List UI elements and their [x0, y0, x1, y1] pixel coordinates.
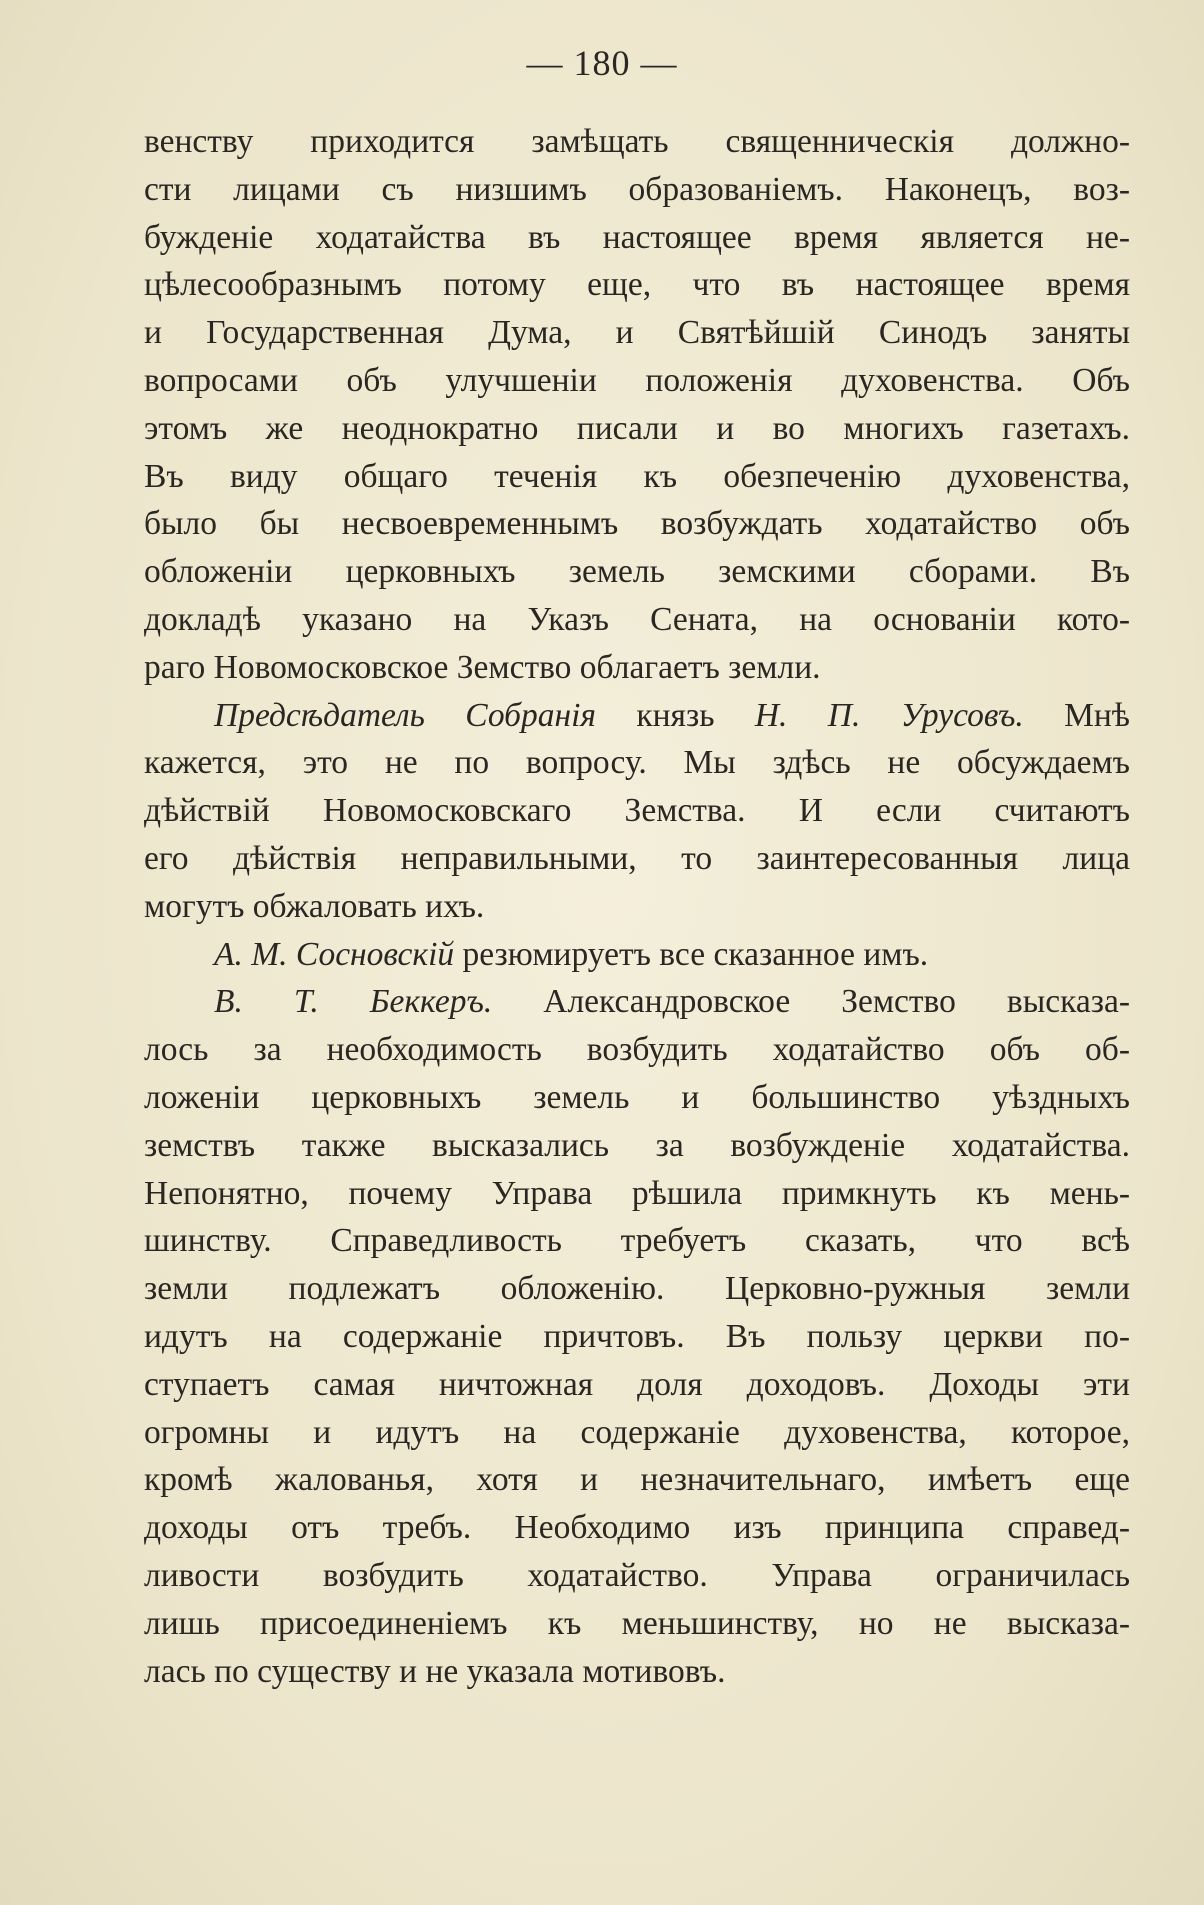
- text-line: [144, 500, 1130, 548]
- text-line: [144, 1170, 1130, 1218]
- text-segment: ливости возбудить ходатайство. Управа ограничилась: [144, 1556, 1130, 1594]
- text-segment: докладѣ указано на Указъ Сената, на основаніи кото-: [144, 600, 1130, 638]
- speaker-name: Н. П. Урусовъ.: [754, 696, 1024, 734]
- text-segment: бужденіе ходатайства въ настоящее время является не-: [144, 218, 1130, 256]
- body-text: [144, 118, 1130, 1695]
- speaker-name: В. Т. Беккеръ.: [214, 983, 493, 1021]
- text-segment: ступаетъ самая ничтожная доля доходовъ. Доходы эти: [144, 1365, 1130, 1403]
- text-line: [144, 978, 1130, 1026]
- text-segment: огромны и идутъ на содержаніе духовенства, которое,: [144, 1413, 1130, 1451]
- text-segment: Александровское Земство высказа-: [492, 983, 1130, 1021]
- text-line: [144, 1648, 1130, 1696]
- text-line: [144, 1600, 1130, 1648]
- text-line: [144, 118, 1130, 166]
- text-segment: резюмируетъ все сказанное имъ.: [454, 935, 929, 973]
- text-segment: венству приходится замѣщать священническія должно-: [144, 123, 1130, 160]
- text-segment: Въ виду общаго теченія къ обезпеченію духовенства,: [144, 457, 1130, 495]
- text-line: [144, 835, 1130, 883]
- text-segment: кажется, это не по вопросу. Мы здѣсь не обсуждаемъ: [144, 744, 1130, 782]
- text-line: [144, 692, 1130, 740]
- text-line: [144, 214, 1130, 262]
- text-segment: этомъ же неоднократно писали и во многихъ газетахъ.: [144, 409, 1130, 447]
- text-segment: ложеніи церковныхъ земель и большинство уѣздныхъ: [144, 1078, 1130, 1116]
- text-segment: Мнѣ: [1023, 696, 1130, 734]
- text-line: [144, 1504, 1130, 1552]
- text-line: [144, 1552, 1130, 1600]
- text-segment: земли подлежатъ обложенію. Церковно-ружныя земли: [144, 1270, 1130, 1308]
- text-line: [144, 261, 1130, 309]
- text-line: [144, 1122, 1130, 1170]
- text-line: [144, 166, 1130, 214]
- text-segment: идутъ на содержаніе причтовъ. Въ пользу церкви по-: [144, 1317, 1130, 1355]
- text-line: [144, 357, 1130, 405]
- text-segment: его дѣйствія неправильными, то заинтересованныя лица: [144, 839, 1130, 877]
- text-segment: цѣлесообразнымъ потому еще, что въ настоящее время: [144, 266, 1130, 304]
- text-segment: вопросами объ улучшеніи положенія духовенства. Объ: [144, 361, 1130, 399]
- text-segment: раго Новомосковское Земство облагаетъ земли.: [144, 648, 821, 686]
- text-line: [144, 644, 1130, 692]
- text-line: [144, 1265, 1130, 1313]
- text-segment: и Государственная Дума, и Святѣйшій Синодъ заняты: [144, 314, 1130, 352]
- text-segment: Непонятно, почему Управа рѣшила примкнуть къ мень-: [144, 1174, 1130, 1212]
- text-segment: лась по существу и не указала мотивовъ.: [144, 1652, 726, 1690]
- text-segment: было бы несвоевременнымъ возбуждать ходатайство объ: [144, 505, 1130, 543]
- text-line: [144, 1409, 1130, 1457]
- text-line: [144, 1217, 1130, 1265]
- text-segment: шинству. Справедливость требуетъ сказать, что всѣ: [144, 1222, 1130, 1260]
- text-line: [144, 787, 1130, 835]
- text-segment: дѣйствій Новомосковскаго Земства. И если считаютъ: [144, 792, 1130, 830]
- text-segment: земствъ также высказались за возбужденіе ходатайства.: [144, 1126, 1130, 1164]
- text-line: [144, 739, 1130, 787]
- text-line: [144, 548, 1130, 596]
- text-line: [144, 1456, 1130, 1504]
- text-segment: кромѣ жалованья, хотя и незначительнаго, имѣетъ еще: [144, 1461, 1130, 1499]
- text-line: [144, 1313, 1130, 1361]
- speaker-name: А. М. Сосновскій: [214, 935, 455, 973]
- text-line: [144, 883, 1130, 931]
- text-segment: князь: [596, 696, 755, 734]
- text-segment: обложеніи церковныхъ земель земскими сборами. Въ: [144, 553, 1130, 591]
- text-segment: лось за необходимость возбудить ходатайство объ об-: [144, 1031, 1130, 1069]
- text-segment: лишь присоединеніемъ къ меньшинству, но не высказа-: [144, 1604, 1130, 1642]
- text-line: [144, 309, 1130, 357]
- text-line: [144, 453, 1130, 501]
- text-line: [144, 596, 1130, 644]
- text-line: [144, 405, 1130, 453]
- text-segment: доходы отъ требъ. Необходимо изъ принципа справед-: [144, 1509, 1130, 1547]
- text-line: [144, 1361, 1130, 1409]
- text-segment: могутъ обжаловать ихъ.: [144, 887, 485, 925]
- speaker-name: Предсѣдатель Собранія: [214, 696, 596, 734]
- text-line: [144, 1026, 1130, 1074]
- text-segment: сти лицами съ низшимъ образованіемъ. Наконецъ, воз-: [144, 170, 1130, 208]
- text-line: [144, 931, 1130, 979]
- text-line: [144, 1074, 1130, 1122]
- page-number: — 180 —: [526, 43, 678, 83]
